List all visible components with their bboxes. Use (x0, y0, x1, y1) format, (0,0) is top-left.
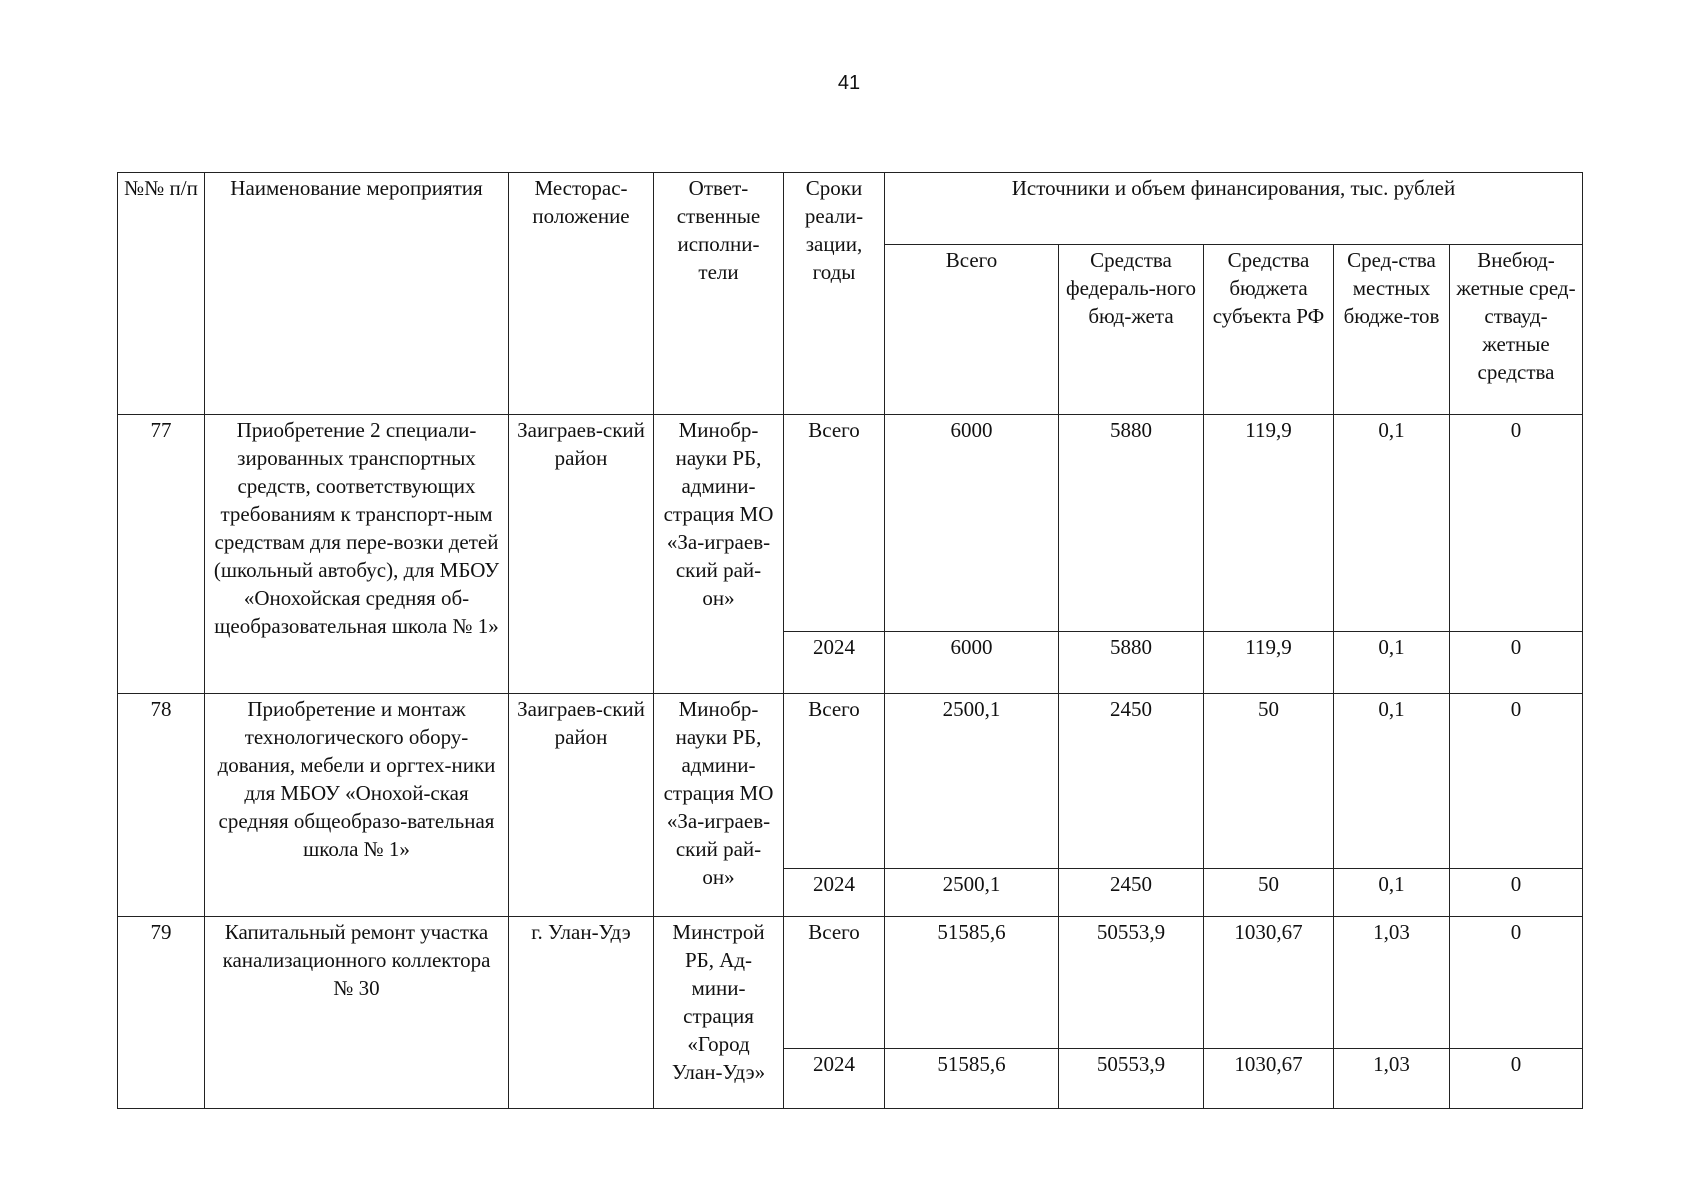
row-total: 6000 (885, 632, 1059, 694)
row-name: Приобретение 2 специали-зированных транспортных средств, соответствующих требованиям к транспорт-ным средствам для пере-возки детей (школьный автобус), для МБОУ «Онохойская средняя об-щеобразовательная школа № 1» (205, 415, 509, 694)
row-local: 1,03 (1334, 1049, 1450, 1109)
header-federal: Средства федераль-ного бюд-жета (1059, 245, 1204, 415)
row-term: 2024 (784, 869, 885, 917)
row-total: 51585,6 (885, 1049, 1059, 1109)
row-local: 0,1 (1334, 415, 1450, 632)
row-subject: 1030,67 (1204, 917, 1334, 1049)
row-subject: 1030,67 (1204, 1049, 1334, 1109)
row-federal: 5880 (1059, 415, 1204, 632)
header-sources: Источники и объем финансирования, тыс. рублей (885, 173, 1583, 245)
row-name: Капитальный ремонт участка канализационного коллектора № 30 (205, 917, 509, 1109)
row-subject: 50 (1204, 869, 1334, 917)
row-term: 2024 (784, 632, 885, 694)
row-responsible: Минстрой РБ, Ад-мини-страция «Город Улан-Удэ» (654, 917, 784, 1109)
row-local: 0,1 (1334, 694, 1450, 869)
row-term: Всего (784, 694, 885, 869)
row-number: 79 (118, 917, 205, 1109)
row-local: 1,03 (1334, 917, 1450, 1049)
header-terms: Сроки реали-зации, годы (784, 173, 885, 415)
header-total: Всего (885, 245, 1059, 415)
row-location: г. Улан-Удэ (509, 917, 654, 1109)
row-term: Всего (784, 917, 885, 1049)
row-term: Всего (784, 415, 885, 632)
row-offbudget: 0 (1450, 1049, 1583, 1109)
row-number: 77 (118, 415, 205, 694)
page-number: 41 (837, 72, 861, 94)
header-location: Месторас-положение (509, 173, 654, 415)
financing-table (117, 172, 1583, 1109)
header-offbudget: Внебюд-жетные сред-ствауд-жетные средства (1450, 245, 1583, 415)
row-term: 2024 (784, 1049, 885, 1109)
row-total: 6000 (885, 415, 1059, 632)
header-subject: Средства бюджета субъекта РФ (1204, 245, 1334, 415)
row-location: Заиграев-ский район (509, 415, 654, 694)
header-num: №№ п/п (118, 173, 205, 415)
row-subject: 50 (1204, 694, 1334, 869)
row-offbudget: 0 (1450, 869, 1583, 917)
row-total: 51585,6 (885, 917, 1059, 1049)
row-offbudget: 0 (1450, 917, 1583, 1049)
row-total: 2500,1 (885, 694, 1059, 869)
row-name: Приобретение и монтаж технологического обору-дования, мебели и оргтех-ники для МБОУ «Онохой-ская средняя общеобразо-вательная школа № 1» (205, 694, 509, 917)
row-total: 2500,1 (885, 869, 1059, 917)
table-header-row (118, 173, 1583, 245)
row-number: 78 (118, 694, 205, 917)
row-offbudget: 0 (1450, 415, 1583, 632)
row-federal: 5880 (1059, 632, 1204, 694)
row-offbudget: 0 (1450, 632, 1583, 694)
row-subject: 119,9 (1204, 415, 1334, 632)
row-federal: 50553,9 (1059, 917, 1204, 1049)
row-federal: 2450 (1059, 869, 1204, 917)
row-subject: 119,9 (1204, 632, 1334, 694)
header-name: Наименование мероприятия (205, 173, 509, 415)
row-local: 0,1 (1334, 869, 1450, 917)
row-responsible: Минобр-науки РБ, админи-страция МО «За-играев-ский рай-он» (654, 694, 784, 917)
row-offbudget: 0 (1450, 694, 1583, 869)
row-federal: 50553,9 (1059, 1049, 1204, 1109)
row-federal: 2450 (1059, 694, 1204, 869)
row-responsible: Минобр-науки РБ, админи-страция МО «За-играев-ский рай-он» (654, 415, 784, 694)
row-location: Заиграев-ский район (509, 694, 654, 917)
table-row (118, 415, 1583, 632)
table-row (118, 917, 1583, 1049)
table-row (118, 694, 1583, 869)
header-responsible: Ответ-ственные исполни-тели (654, 173, 784, 415)
row-local: 0,1 (1334, 632, 1450, 694)
header-local: Сред-ства местных бюдже-тов (1334, 245, 1450, 415)
